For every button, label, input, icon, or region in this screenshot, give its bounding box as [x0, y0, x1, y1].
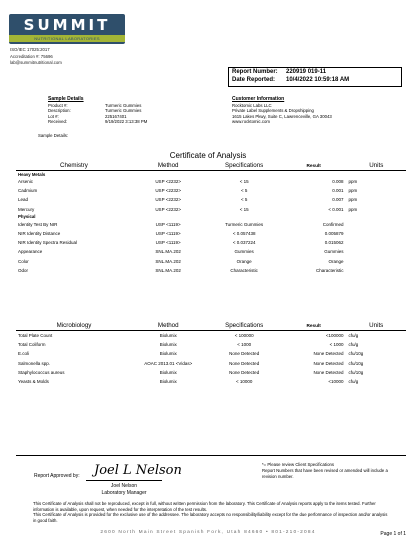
- notes: [262, 462, 402, 480]
- test-units: [347, 229, 407, 238]
- test-units: cfu/g: [348, 342, 359, 348]
- test-result: Gummies: [324, 249, 344, 255]
- summit-logo: [9, 14, 125, 44]
- test-result: 0.015062: [324, 240, 344, 246]
- test-name: Mercury: [18, 206, 35, 212]
- note-revision: Report Numbers that have been revised or amended will include a revision number.: [262, 468, 388, 479]
- sample-key: Lot #:: [48, 113, 59, 119]
- test-method: USP <2232>: [155, 179, 182, 185]
- test-spec: Characteristic: [230, 267, 258, 273]
- footer-address: 2600 North Main Street Spanish Fork, Utah 84660 • 801-210-2084: [100, 530, 316, 535]
- col-specifications: Specifications: [204, 320, 284, 331]
- approver-role: Laboratory Manager: [101, 489, 147, 496]
- report-number-value: 220919 019-11: [286, 69, 327, 75]
- test-units: cfu/10g: [348, 360, 364, 366]
- test-spec: < 10000: [235, 379, 253, 385]
- test-name: Total Coliform: [18, 342, 46, 348]
- sample-key: Description:: [48, 108, 71, 114]
- test-result: Confirmed: [322, 221, 344, 227]
- test-name: Odor: [18, 267, 29, 273]
- table-row: [16, 205, 406, 214]
- test-method: USP <1119>: [155, 240, 181, 246]
- test-method: USP <1119>: [155, 231, 181, 237]
- table-row: [16, 331, 406, 341]
- col-units: Units: [347, 160, 407, 171]
- test-spec: < 5: [240, 197, 248, 203]
- col-method: Method: [132, 160, 204, 171]
- test-result: 0.008: [332, 179, 344, 185]
- test-result: None Detected: [313, 360, 344, 366]
- logo-subtitle: NUTRITIONAL LABORATORIES: [9, 35, 125, 42]
- table-row: [16, 247, 406, 256]
- test-units: cfu/g: [348, 333, 359, 339]
- microbiology-table: [16, 320, 406, 386]
- test-units: [347, 266, 407, 275]
- sample-value: 9/19/2022 3:13:38 PM: [105, 119, 148, 125]
- microbiology-header: [16, 320, 406, 331]
- test-spec: Turmeric Gummies: [225, 221, 264, 227]
- test-result: 0.005879: [324, 231, 344, 237]
- chemistry-table: [16, 160, 406, 275]
- test-name: Salmonella spp.: [18, 360, 51, 366]
- test-units: [347, 238, 407, 247]
- test-spec: None Detected: [229, 351, 260, 357]
- customer-line: www.rocktomic.com: [232, 119, 270, 125]
- col-microbiology: Microbiology: [16, 320, 132, 331]
- sample-value: Turmeric Gummies: [105, 103, 142, 108]
- certificate-title: Certificate of Analysis: [169, 151, 247, 160]
- test-name: Staphylococcus aureus: [18, 369, 65, 375]
- test-method: Biolumix: [159, 369, 177, 375]
- test-method: SNL.MA.202: [155, 249, 181, 255]
- test-result: <10000: [328, 379, 344, 385]
- test-name: Yeasts & Molds: [18, 379, 49, 385]
- test-result: 0.001: [332, 188, 344, 194]
- lab-info: [10, 47, 62, 67]
- date-reported-value: 10/4/2022 10:59:18 AM: [286, 77, 350, 83]
- customer-info: [232, 103, 332, 125]
- test-spec: Gummies: [234, 249, 254, 255]
- test-name: Identity Test By NIR: [18, 221, 58, 227]
- date-reported-label: Date Reported:: [232, 77, 276, 83]
- logo-title: SUMMIT: [23, 16, 111, 34]
- table-row: [16, 368, 406, 377]
- col-units: Units: [346, 320, 406, 331]
- test-name: Cadmium: [18, 188, 38, 194]
- sample-value: 225167401: [105, 113, 127, 119]
- approved-by-label: Report Approved by:: [34, 473, 80, 479]
- test-method: Biolumix: [159, 342, 177, 348]
- sample-details-title: Sample Details: [48, 96, 84, 102]
- divider: [16, 455, 406, 456]
- test-units: cfu/10g: [348, 351, 364, 357]
- test-name: E.coli: [18, 351, 30, 357]
- disclaimer-1: This Certificate of Analysis shall not be reproduced, except in full, without written permission from the laboratory. This Certificate of Analysis reports apply to the items tested. Further information is available, upon request, when needed for the interpretation of the test results.: [33, 501, 376, 512]
- test-name: Lead: [18, 197, 29, 203]
- test-units: [347, 220, 407, 229]
- sample-key: Product #:: [48, 103, 68, 108]
- col-specifications: Specifications: [204, 160, 284, 171]
- test-method: USP <2232>: [155, 206, 182, 212]
- table-row: [16, 195, 406, 204]
- col-chemistry: Chemistry: [16, 160, 132, 171]
- test-result: None Detected: [313, 351, 344, 357]
- table-row: [16, 229, 406, 238]
- col-method: Method: [132, 320, 204, 331]
- test-name: NIR Identity Spectra Residual: [18, 240, 78, 246]
- test-units: [347, 247, 407, 256]
- test-result: Orange: [328, 258, 344, 264]
- table-row: [16, 340, 406, 349]
- sample-details-label: Sample Details:: [38, 133, 69, 138]
- table-row: [16, 220, 406, 229]
- test-result: < 1000: [329, 342, 344, 348]
- report-box: [228, 67, 402, 87]
- test-result: < 0.001: [328, 206, 344, 212]
- test-spec: < 15: [239, 179, 249, 185]
- table-row: [16, 177, 406, 186]
- test-name: Total Plate Count: [18, 333, 53, 339]
- test-method: USP <1119>: [155, 221, 181, 227]
- table-row: [16, 359, 406, 368]
- test-units: ppm: [348, 197, 358, 203]
- col-result: Result: [284, 160, 347, 171]
- chemistry-header: [16, 160, 406, 171]
- test-spec: < 15: [239, 206, 249, 212]
- test-spec: < 1000: [237, 342, 252, 348]
- test-method: USP <2232>: [155, 197, 182, 203]
- test-units: ppm: [348, 206, 358, 212]
- customer-line: Private Label Supplements & Dropshipping: [232, 108, 314, 114]
- approver-name: Joel Nelson: [110, 483, 138, 489]
- test-spec: Orange: [236, 258, 252, 264]
- accreditation-line: Accreditation #: 75696: [10, 53, 53, 59]
- test-method: SNL.MA.202: [155, 258, 181, 264]
- test-units: ppm: [348, 188, 358, 194]
- lab-email: lab@summitnutritional.com: [10, 60, 62, 65]
- test-name: Color: [18, 258, 29, 264]
- test-spec: < 0.057438: [232, 231, 256, 237]
- test-method: Biolumix: [159, 351, 177, 357]
- test-name: NIR Identity Distance: [18, 231, 61, 237]
- test-units: [347, 257, 407, 266]
- test-result: <100000: [325, 333, 344, 339]
- test-method: Biolumix: [159, 379, 177, 385]
- test-spec: < 0.037224: [232, 240, 256, 246]
- test-units: cfu/g: [348, 379, 359, 385]
- signature-line: [86, 480, 162, 481]
- note-client-spec: *= Please review Client Specifications: [262, 462, 335, 467]
- sample-row: [48, 119, 147, 124]
- sample-details: [48, 103, 147, 125]
- sample-value: Turmeric Gummies: [105, 108, 142, 114]
- test-spec: None Detected: [229, 369, 260, 375]
- iso-line: ISO/IEC 17025:2017: [10, 47, 50, 52]
- test-spec: < 100000: [234, 333, 254, 339]
- customer-line: Rocktomic Labs LLC: [232, 103, 272, 108]
- customer-line: 1615 Lakes Pkwy, Suite C, Lawrenceville, GA 30043: [232, 113, 332, 119]
- disclaimer: [33, 501, 388, 523]
- page-number: Page 1 of 1: [380, 531, 406, 537]
- disclaimer-2: This Certificate of Analysis is provided for the exclusive use of the addressee. The laboratory accepts no responsibility/liability except for the due performance of inspection and/or analysis in good faith.: [33, 512, 388, 523]
- test-name: Arsenic: [18, 179, 34, 185]
- table-row: [16, 266, 406, 275]
- test-result: 0.007: [332, 197, 344, 203]
- report-number-label: Report Number:: [232, 69, 278, 75]
- group-name: Heavy Metals: [18, 171, 46, 177]
- table-row: [16, 186, 406, 195]
- col-result: Result: [284, 320, 347, 331]
- test-method: SNL.MA.202: [155, 267, 181, 273]
- test-spec: None Detected: [229, 360, 260, 366]
- signature: Joel L Nelson: [94, 463, 182, 478]
- test-name: Appearance: [18, 249, 43, 255]
- test-method: AOAC 2013.01 <Vidas>: [144, 360, 193, 366]
- test-units: cfu/10g: [348, 369, 364, 375]
- test-units: ppm: [348, 179, 358, 185]
- test-method: USP <2232>: [155, 188, 182, 194]
- test-result: None Detected: [313, 369, 344, 375]
- group-name: Physical: [18, 214, 36, 220]
- test-spec: < 5: [240, 188, 248, 194]
- test-result: Characteristic: [315, 267, 344, 273]
- test-method: Biolumix: [159, 333, 177, 339]
- approver: [84, 483, 164, 496]
- table-row: [16, 349, 406, 358]
- customer-info-title: Customer Information: [232, 96, 285, 102]
- table-row: [16, 377, 406, 386]
- table-row: [16, 238, 406, 247]
- table-row: [16, 257, 406, 266]
- sample-key: Received:: [48, 119, 68, 125]
